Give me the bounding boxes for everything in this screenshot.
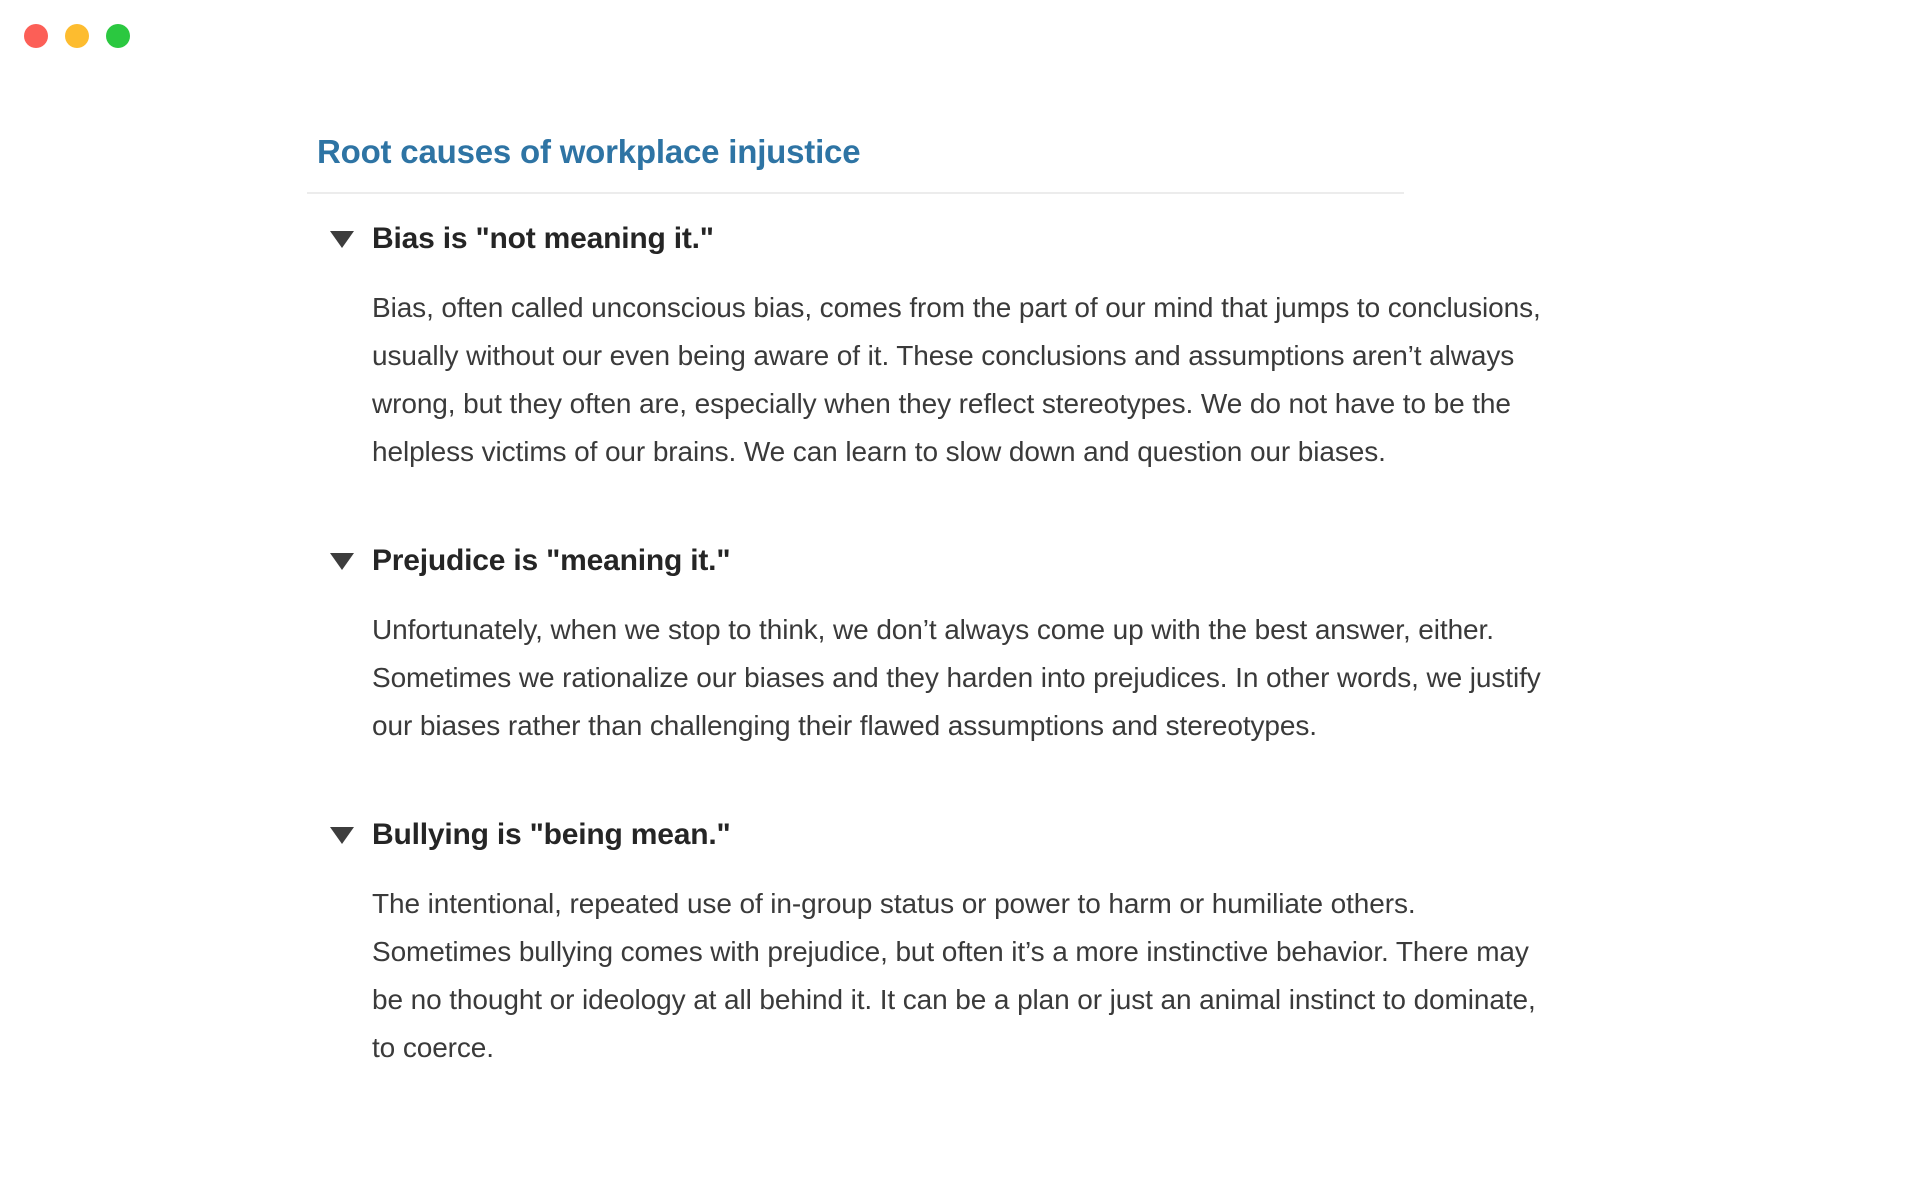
close-window-button[interactable] [24, 24, 48, 48]
toggle-heading-row[interactable] [317, 542, 1717, 580]
toggle-section-bias [317, 220, 1717, 476]
toggle-heading-row[interactable] [317, 220, 1717, 258]
section-heading-text: Bias is "not meaning it." [372, 222, 714, 255]
triangle-down-icon[interactable] [330, 827, 354, 844]
title-divider [307, 192, 1404, 194]
triangle-down-icon[interactable] [330, 553, 354, 570]
section-body [372, 284, 1717, 476]
toggle-section-prejudice [317, 542, 1717, 750]
body-line: helpless victims of our brains. We can learn to slow down and question our biases. [372, 436, 1386, 467]
toggle-heading-row[interactable] [317, 816, 1717, 854]
document [317, 132, 1717, 1072]
minimize-window-button[interactable] [65, 24, 89, 48]
zoom-window-button[interactable] [106, 24, 130, 48]
body-line: Unfortunately, when we stop to think, we don’t always come up with the best answer, either. [372, 614, 1494, 645]
body-line: wrong, but they often are, especially when they reflect stereotypes. We do not have to be the [372, 388, 1511, 419]
section-heading-text: Prejudice is "meaning it." [372, 544, 731, 577]
section-body [372, 880, 1717, 1072]
toggle-section-bullying [317, 816, 1717, 1072]
section-body [372, 606, 1717, 750]
body-line: Sometimes bullying comes with prejudice, but often it’s a more instinctive behavior. There may [372, 936, 1529, 967]
body-line: be no thought or ideology at all behind it. It can be a plan or just an animal instinct to dominate, [372, 984, 1536, 1015]
triangle-down-icon[interactable] [330, 231, 354, 248]
body-line: Sometimes we rationalize our biases and they harden into prejudices. In other words, we justify [372, 662, 1541, 693]
body-line: our biases rather than challenging their flawed assumptions and stereotypes. [372, 710, 1317, 741]
body-line: Bias, often called unconscious bias, comes from the part of our mind that jumps to conclusions, [372, 292, 1541, 323]
body-line: usually without our even being aware of it. These conclusions and assumptions aren’t always [372, 340, 1515, 371]
page-title: Root causes of workplace injustice [317, 133, 861, 170]
body-line: The intentional, repeated use of in-group status or power to harm or humiliate others. [372, 888, 1416, 919]
window-controls [24, 24, 130, 48]
section-heading-text: Bullying is "being mean." [372, 818, 731, 851]
body-line: to coerce. [372, 1032, 494, 1063]
